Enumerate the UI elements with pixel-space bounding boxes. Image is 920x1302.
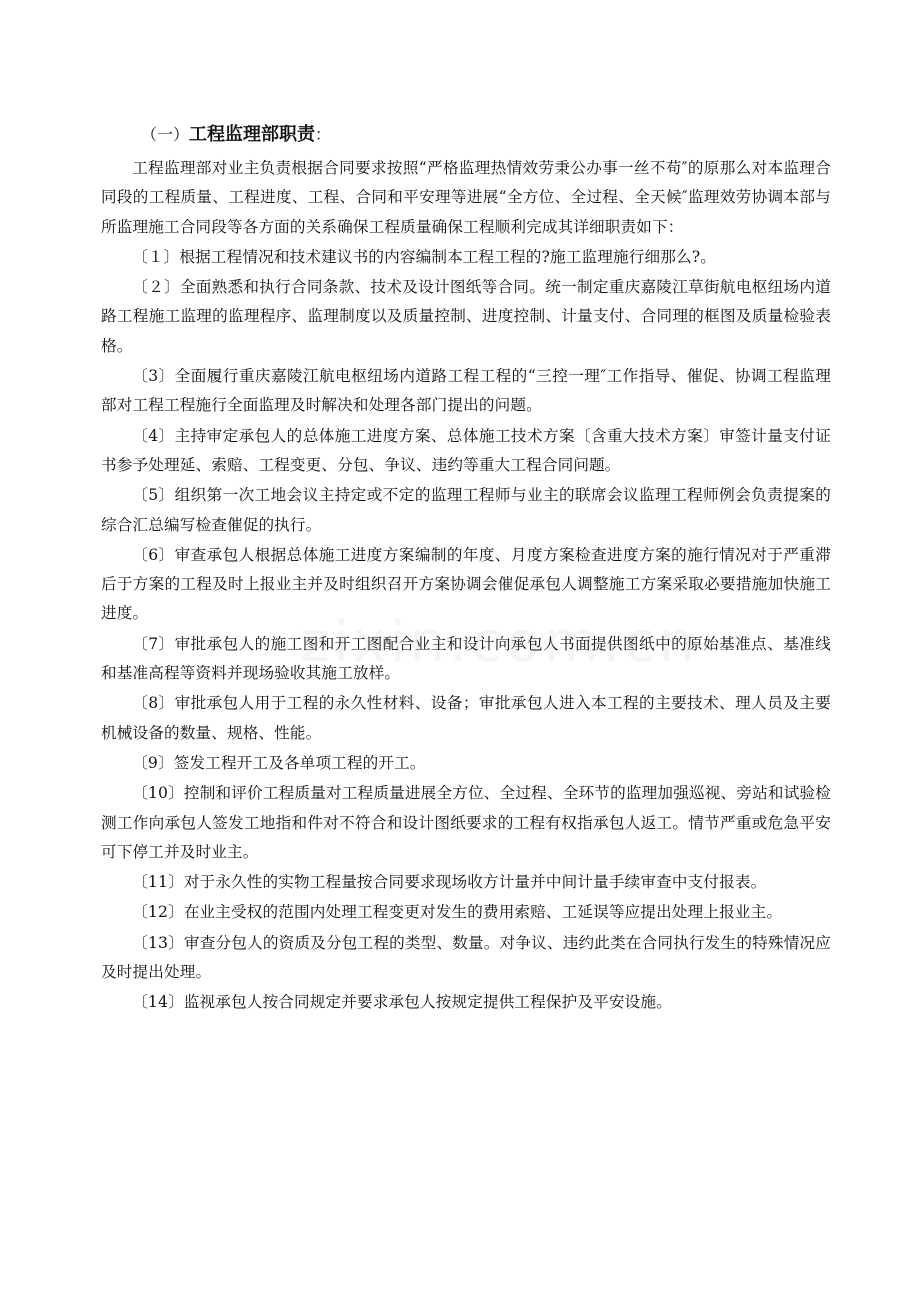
duty-item-5: 〔5〕组织第一次工地会议主持定或不定的监理工程师与业主的联席会议监理工程师例会负责提案的综合汇总编写检查催促的执行。 (101, 486, 831, 534)
section-heading (101, 118, 831, 152)
duty-item-10: 〔10〕控制和评价工程质量对工程质量进展全方位、全过程、全环节的监理加强巡视、旁站和试验检测工作向承包人签发工地指和件对不符合和设计图纸要求的工程有权指承包人返工。情节严重或危急平安可下停工并及时业主。 (101, 784, 831, 861)
duty-item-8: 〔8〕审批承包人用于工程的永久性材料、设备；审批承包人进入本工程的主要技术、理人员及主要机械设备的数量、规格、性能。 (101, 694, 831, 742)
duty-item-3: 〔3〕全面履行重庆嘉陵江航电枢纽场内道路工程工程的“三控一理″工作指导、催促、协调工程监理部对工程工程施行全面监理及时解决和处理各部门提出的问题。 (101, 367, 831, 415)
intro-paragraph: 工程监理部对业主负责根据合同要求按照“严格监理热情效劳秉公办事一丝不苟″的原那么对本监理合同段的工程质量、工程进度、工程、合同和平安理等进展“全方位、全过程、全天候″监理效劳协调本部与所监理施工合同段等各方面的关系确保工程质量确保工程顺利完成其详细职责如下： (101, 159, 831, 236)
duty-item-7: 〔7〕审批承包人的施工图和开工图配合业主和设计向承包人书面提供图纸中的原始基准点、基准线和基准高程等资料并现场验收其施工放样。 (101, 634, 831, 683)
section-title: 工程监理部职责 (189, 124, 316, 145)
duty-item-9: 〔9〕签发工程开工及各单项工程的开工。 (132, 753, 426, 772)
section-number: （一） (141, 125, 190, 144)
duty-item-1: 〔１〕根据工程情况和技术建议书的内容编制本工程工程的?施工监理施行细那么?。 (132, 247, 716, 266)
duty-item-6: 〔6〕审查承包人根据总体施工进度方案编制的年度、月度方案检查进度方案的施行情况对于严重滞后于方案的工程及时上报业主并及时组织召开方案协调会催促承包人调整施工方案采取必要措施加快施工进度。 (101, 545, 831, 623)
section-colon: ： (315, 125, 332, 144)
duty-item-11: 〔11〕对于永久性的实物工程量按合同要求现场收方计量并中间计量手续审查中支付报表。 (132, 873, 767, 892)
duty-item-4: 〔4〕主持审定承包人的总体施工进度方案、总体施工技术方案〔含重大技术方案〕审签计量支付证书参予处理延、索赔、工程变更、分包、争议、违约等重大工程合同问题。 (101, 426, 831, 474)
duty-item-14: 〔14〕监视承包人按合同规定并要求承包人按规定提供工程保护及平安设施。 (132, 993, 672, 1012)
duty-item-2: 〔２〕全面熟悉和执行合同条款、技术及设计图纸等合同。统一制定重庆嘉陵江草街航电枢纽场内道路工程施工监理的监理程序、监理制度以及质量控制、进度控制、计量支付、合同理的框图及质量检验表格。 (101, 278, 831, 355)
document-page (101, 118, 831, 1019)
duty-item-13: 〔13〕审查分包人的资质及分包工程的类型、数量。对争议、违约此类在合同执行发生的特殊情况应及时提出处理。 (101, 933, 831, 982)
duty-item-12: 〔12〕在业主受权的范围内处理工程变更对发生的费用索赔、工延误等应提出处理上报业主。 (132, 903, 783, 922)
